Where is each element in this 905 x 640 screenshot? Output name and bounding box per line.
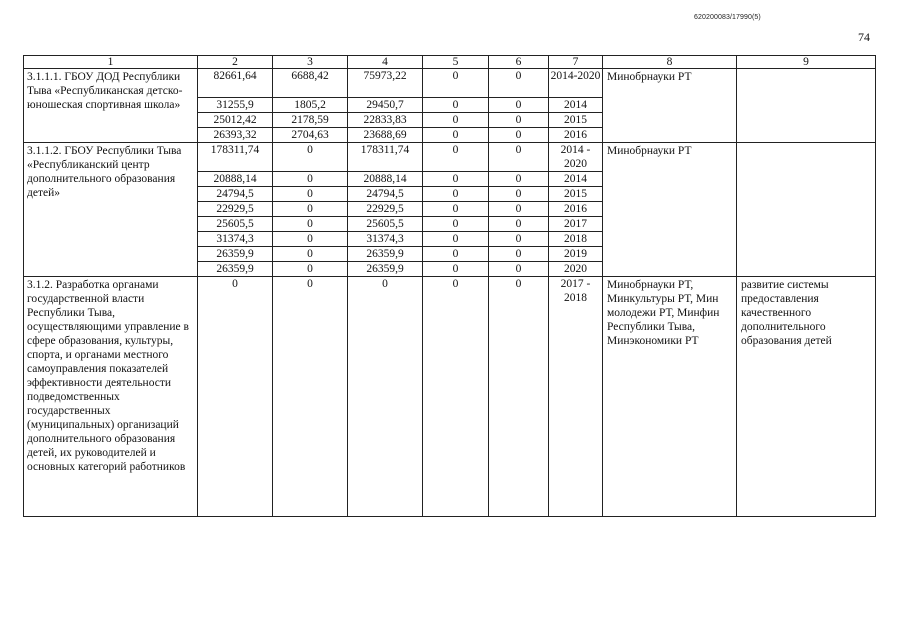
republic-budget-cell: 26359,9	[348, 262, 423, 277]
extra-budget-cell: 0	[489, 187, 549, 202]
federal-budget-cell: 0	[273, 217, 348, 232]
republic-budget-cell: 20888,14	[348, 172, 423, 187]
period-cell: 2014 - 2020	[549, 143, 603, 172]
expected-result	[737, 143, 876, 277]
republic-budget-cell: 75973,22	[348, 69, 423, 98]
total-cell: 25012,42	[198, 113, 273, 128]
extra-budget-cell: 0	[489, 277, 549, 517]
period-cell: 2014	[549, 172, 603, 187]
republic-budget-cell: 25605,5	[348, 217, 423, 232]
federal-budget-cell: 0	[273, 187, 348, 202]
extra-budget-cell: 0	[489, 172, 549, 187]
extra-budget-cell: 0	[489, 232, 549, 247]
local-budget-cell: 0	[423, 113, 489, 128]
total-cell: 0	[198, 277, 273, 517]
period-cell: 2014-2020	[549, 69, 603, 98]
total-cell: 26359,9	[198, 247, 273, 262]
extra-budget-cell: 0	[489, 113, 549, 128]
federal-budget-cell: 0	[273, 172, 348, 187]
responsible-org: Минобрнауки РТ, Минкультуры РТ, Мин молодежи РТ, Минфин Республики Тыва, Минэкономики РТ	[603, 277, 737, 517]
federal-budget-cell: 0	[273, 202, 348, 217]
local-budget-cell: 0	[423, 172, 489, 187]
column-number: 3	[273, 56, 348, 69]
total-cell: 31255,9	[198, 98, 273, 113]
republic-budget-cell: 178311,74	[348, 143, 423, 172]
period-cell: 2020	[549, 262, 603, 277]
extra-budget-cell: 0	[489, 217, 549, 232]
federal-budget-cell: 2704,63	[273, 128, 348, 143]
period-cell: 2014	[549, 98, 603, 113]
column-number: 8	[603, 56, 737, 69]
program-table	[23, 55, 876, 517]
extra-budget-cell: 0	[489, 98, 549, 113]
period-cell: 2015	[549, 113, 603, 128]
total-cell: 25605,5	[198, 217, 273, 232]
column-number: 4	[348, 56, 423, 69]
federal-budget-cell: 6688,42	[273, 69, 348, 98]
measure-label: 3.1.1.1. ГБОУ ДОД Республики Тыва «Республиканская детско-юношеская спортивная школа»	[24, 69, 198, 143]
republic-budget-cell: 29450,7	[348, 98, 423, 113]
extra-budget-cell: 0	[489, 262, 549, 277]
federal-budget-cell: 2178,59	[273, 113, 348, 128]
column-number: 6	[489, 56, 549, 69]
total-cell: 26359,9	[198, 262, 273, 277]
period-cell: 2019	[549, 247, 603, 262]
extra-budget-cell: 0	[489, 69, 549, 98]
column-number: 9	[737, 56, 876, 69]
federal-budget-cell: 1805,2	[273, 98, 348, 113]
column-number-row	[24, 56, 876, 69]
column-number: 7	[549, 56, 603, 69]
republic-budget-cell: 23688,69	[348, 128, 423, 143]
column-number: 5	[423, 56, 489, 69]
federal-budget-cell: 0	[273, 277, 348, 517]
period-cell: 2017	[549, 217, 603, 232]
period-cell: 2017 - 2018	[549, 277, 603, 517]
local-budget-cell: 0	[423, 262, 489, 277]
extra-budget-cell: 0	[489, 128, 549, 143]
local-budget-cell: 0	[423, 232, 489, 247]
republic-budget-cell: 24794,5	[348, 187, 423, 202]
republic-budget-cell: 31374,3	[348, 232, 423, 247]
column-number: 1	[24, 56, 198, 69]
federal-budget-cell: 0	[273, 143, 348, 172]
total-cell: 24794,5	[198, 187, 273, 202]
total-cell: 26393,32	[198, 128, 273, 143]
local-budget-cell: 0	[423, 187, 489, 202]
period-cell: 2018	[549, 232, 603, 247]
total-cell: 178311,74	[198, 143, 273, 172]
republic-budget-cell: 22833,83	[348, 113, 423, 128]
table-row	[24, 277, 876, 517]
republic-budget-cell: 22929,5	[348, 202, 423, 217]
responsible-org: Минобрнауки РТ	[603, 143, 737, 277]
republic-budget-cell: 0	[348, 277, 423, 517]
period-cell: 2016	[549, 128, 603, 143]
local-budget-cell: 0	[423, 202, 489, 217]
responsible-org: Минобрнауки РТ	[603, 69, 737, 143]
period-cell: 2016	[549, 202, 603, 217]
table-row	[24, 143, 876, 172]
extra-budget-cell: 0	[489, 143, 549, 172]
local-budget-cell: 0	[423, 128, 489, 143]
total-cell: 22929,5	[198, 202, 273, 217]
federal-budget-cell: 0	[273, 232, 348, 247]
document-code: 620200083/17990(5)	[694, 14, 761, 21]
measure-label: 3.1.1.2. ГБОУ Республики Тыва «Республиканский центр дополнительного образования детей»	[24, 143, 198, 277]
federal-budget-cell: 0	[273, 247, 348, 262]
extra-budget-cell: 0	[489, 202, 549, 217]
total-cell: 82661,64	[198, 69, 273, 98]
local-budget-cell: 0	[423, 247, 489, 262]
local-budget-cell: 0	[423, 277, 489, 517]
measure-label: 3.1.2. Разработка органами государственной власти Республики Тыва, осуществляющими управление в сфере образования, культуры, спорта, и органами местного самоуправления показателей эффективности деятельности подведомственных государственных (муниципальных) организаций дополнительного образования детей, их руководителей и основных категорий работников	[24, 277, 198, 517]
total-cell: 31374,3	[198, 232, 273, 247]
column-number: 2	[198, 56, 273, 69]
republic-budget-cell: 26359,9	[348, 247, 423, 262]
local-budget-cell: 0	[423, 143, 489, 172]
table-row	[24, 69, 876, 98]
expected-result: развитие системы предоставления качественного дополнительного образования детей	[737, 277, 876, 517]
period-cell: 2015	[549, 187, 603, 202]
extra-budget-cell: 0	[489, 247, 549, 262]
federal-budget-cell: 0	[273, 262, 348, 277]
local-budget-cell: 0	[423, 98, 489, 113]
local-budget-cell: 0	[423, 69, 489, 98]
total-cell: 20888,14	[198, 172, 273, 187]
local-budget-cell: 0	[423, 217, 489, 232]
expected-result	[737, 69, 876, 143]
page-number: 74	[858, 30, 870, 44]
